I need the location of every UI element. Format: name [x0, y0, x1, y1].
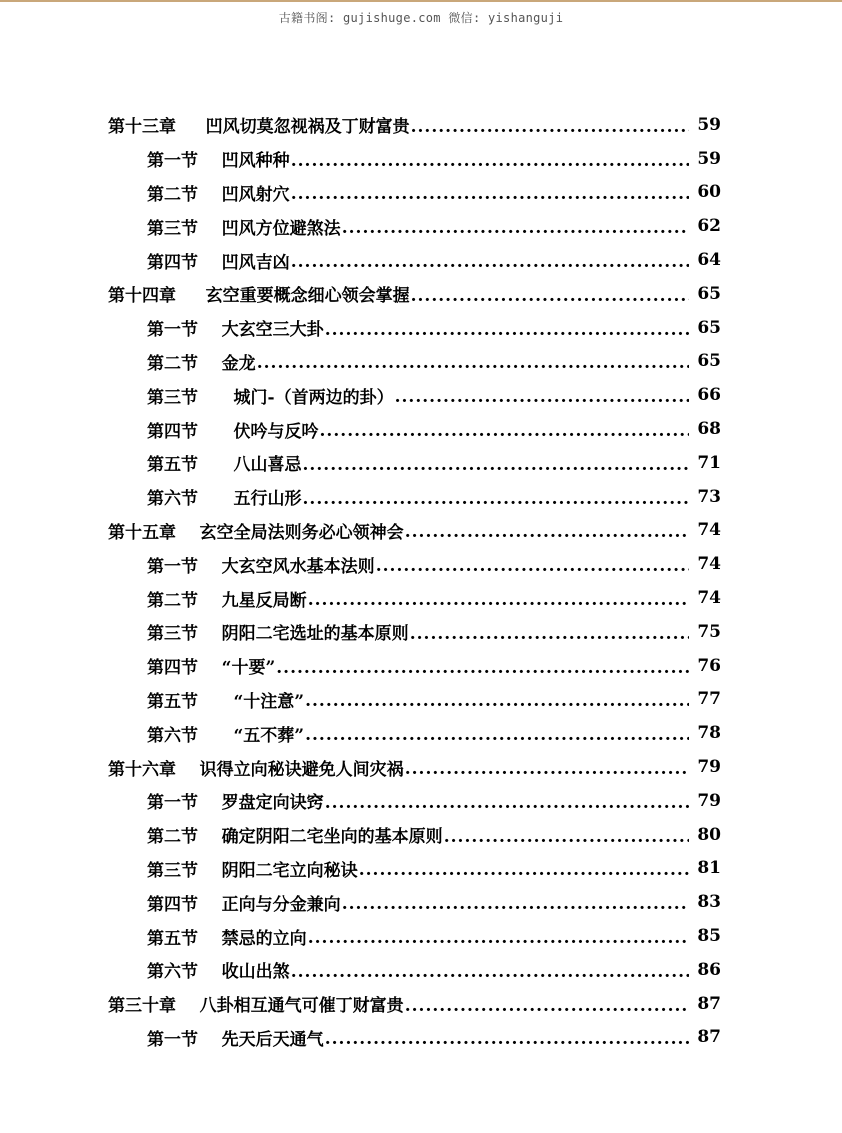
toc-page-number: 65 [697, 351, 721, 372]
toc-entry-label: 第五节 八山喜忌 [147, 455, 302, 476]
toc-dot-leader [320, 421, 689, 441]
toc-entry-label: 第一节 先天后天通气 [147, 1029, 324, 1050]
toc-dot-leader [308, 590, 689, 610]
toc-page-number: 81 [697, 858, 721, 879]
toc-section-entry[interactable] [0, 649, 842, 683]
toc-page-number: 79 [697, 757, 721, 778]
toc-page-number: 66 [697, 385, 721, 406]
toc-dot-leader [303, 489, 689, 509]
toc-dot-leader [276, 658, 689, 678]
toc-entry-label: 第三节 阴阳二宅立向秘诀 [147, 860, 358, 881]
toc-page-number: 60 [697, 182, 721, 203]
toc-page-number: 62 [697, 216, 721, 237]
toc-chapter-entry[interactable] [0, 277, 842, 311]
toc-dot-leader [325, 793, 689, 813]
toc-entry-label: 第二节 九星反局断 [147, 590, 307, 611]
toc-dot-leader [305, 691, 689, 711]
toc-page-number: 74 [697, 588, 721, 609]
toc-dot-leader [376, 556, 689, 576]
toc-page-number: 77 [697, 689, 721, 710]
toc-entry-label: 第二节 凹风射穴 [147, 184, 290, 205]
toc-page-number: 75 [697, 621, 721, 642]
toc-section-entry[interactable] [0, 1021, 842, 1055]
toc-entry-label: 第十三章 凹风切莫忽视祸及丁财富贵 [108, 117, 410, 138]
toc-page-number: 87 [697, 993, 721, 1014]
toc-entry-label: 第十六章 识得立向秘诀避免人间灾祸 [108, 759, 404, 780]
toc-dot-leader [291, 962, 689, 982]
toc-section-entry[interactable] [0, 412, 842, 446]
toc-section-entry[interactable] [0, 446, 842, 480]
toc-section-entry[interactable] [0, 852, 842, 886]
toc-dot-leader [411, 117, 689, 137]
toc-entry-label: 第四节 正向与分金兼向 [147, 894, 341, 915]
toc-section-entry[interactable] [0, 209, 842, 243]
toc-entry-label: 第一节 罗盘定向诀窍 [147, 793, 324, 814]
toc-dot-leader [359, 860, 689, 880]
toc-page-number: 80 [697, 824, 721, 845]
toc-section-entry[interactable] [0, 547, 842, 581]
toc-section-entry[interactable] [0, 345, 842, 379]
toc-entry-label: 第五节 “十注意” [147, 691, 305, 712]
toc-entry-label: 第四节 凹风吉凶 [147, 252, 290, 273]
toc-page-number: 86 [697, 959, 721, 980]
toc-entry-label: 第三节 城门-（首两边的卦） [147, 387, 394, 408]
toc-section-entry[interactable] [0, 919, 842, 953]
toc-section-entry[interactable] [0, 480, 842, 514]
toc-entry-label: 第三十章 八卦相互通气可催丁财富贵 [108, 996, 404, 1017]
toc-section-entry[interactable] [0, 142, 842, 176]
toc-dot-leader [325, 320, 689, 340]
toc-entry-label: 第五节 禁忌的立向 [147, 928, 307, 949]
toc-section-entry[interactable] [0, 176, 842, 210]
toc-entry-label: 第四节 “十要” [147, 658, 276, 679]
toc-page-number: 76 [697, 655, 721, 676]
top-rule [0, 0, 842, 2]
toc-entry-label: 第十五章 玄空全局法则务必心领神会 [108, 522, 404, 543]
toc-dot-leader [257, 353, 689, 373]
toc-entry-label: 第三节 阴阳二宅选址的基本原则 [147, 624, 409, 645]
toc-chapter-entry[interactable] [0, 987, 842, 1021]
toc-dot-leader [291, 151, 689, 171]
toc-dot-leader [308, 928, 689, 948]
toc-entry-label: 第二节 确定阴阳二宅坐向的基本原则 [147, 827, 443, 848]
toc-page-number: 73 [697, 486, 721, 507]
toc-section-entry[interactable] [0, 953, 842, 987]
toc-page-number: 74 [697, 554, 721, 575]
toc-entry-label: 第一节 大玄空风水基本法则 [147, 556, 375, 577]
toc-dot-leader [342, 894, 689, 914]
toc-dot-leader [410, 624, 689, 644]
toc-entry-label: 第四节 伏吟与反吟 [147, 421, 319, 442]
toc-chapter-entry[interactable] [0, 108, 842, 142]
toc-chapter-entry[interactable] [0, 750, 842, 784]
toc-dot-leader [291, 184, 689, 204]
toc-dot-leader [305, 725, 689, 745]
toc-dot-leader [405, 522, 689, 542]
watermark: 古籍书阁: gujishuge.com 微信: yishanguji [278, 11, 564, 25]
toc-page-number: 79 [697, 790, 721, 811]
toc-section-entry[interactable] [0, 784, 842, 818]
toc-page-number: 68 [697, 419, 721, 440]
toc-chapter-entry[interactable] [0, 514, 842, 548]
toc-section-entry[interactable] [0, 885, 842, 919]
toc-dot-leader [411, 286, 689, 306]
toc-section-entry[interactable] [0, 716, 842, 750]
toc-entry-label: 第六节 五行山形 [147, 489, 302, 510]
toc-section-entry[interactable] [0, 378, 842, 412]
toc-entry-label: 第一节 凹风种种 [147, 151, 290, 172]
toc-page-number: 59 [697, 114, 721, 135]
toc-dot-leader [325, 1029, 689, 1049]
toc-section-entry[interactable] [0, 683, 842, 717]
toc-page-number: 74 [697, 520, 721, 541]
toc-dot-leader [405, 996, 689, 1016]
toc-page-number: 59 [697, 148, 721, 169]
toc-dot-leader [405, 759, 689, 779]
toc-section-entry[interactable] [0, 243, 842, 277]
table-of-contents [0, 108, 842, 1054]
toc-entry-label: 第二节 金龙 [147, 353, 256, 374]
toc-dot-leader [291, 252, 689, 272]
toc-entry-label: 第六节 “五不葬” [147, 725, 305, 746]
toc-page-number: 78 [697, 723, 721, 744]
toc-dot-leader [444, 827, 689, 847]
toc-page-number: 83 [697, 892, 721, 913]
toc-section-entry[interactable] [0, 311, 842, 345]
toc-section-entry[interactable] [0, 581, 842, 615]
toc-page-number: 64 [697, 250, 721, 271]
toc-entry-label: 第三节 凹风方位避煞法 [147, 218, 341, 239]
toc-dot-leader [395, 387, 689, 407]
toc-section-entry[interactable] [0, 818, 842, 852]
toc-page-number: 71 [697, 452, 721, 473]
toc-page-number: 65 [697, 317, 721, 338]
toc-entry-label: 第六节 收山出煞 [147, 962, 290, 983]
toc-section-entry[interactable] [0, 615, 842, 649]
toc-page-number: 85 [697, 926, 721, 947]
toc-dot-leader [303, 455, 689, 475]
toc-entry-label: 第一节 大玄空三大卦 [147, 320, 324, 341]
toc-entry-label: 第十四章 玄空重要概念细心领会掌握 [108, 286, 410, 307]
toc-dot-leader [342, 218, 689, 238]
toc-page-number: 87 [697, 1027, 721, 1048]
toc-page-number: 65 [697, 283, 721, 304]
